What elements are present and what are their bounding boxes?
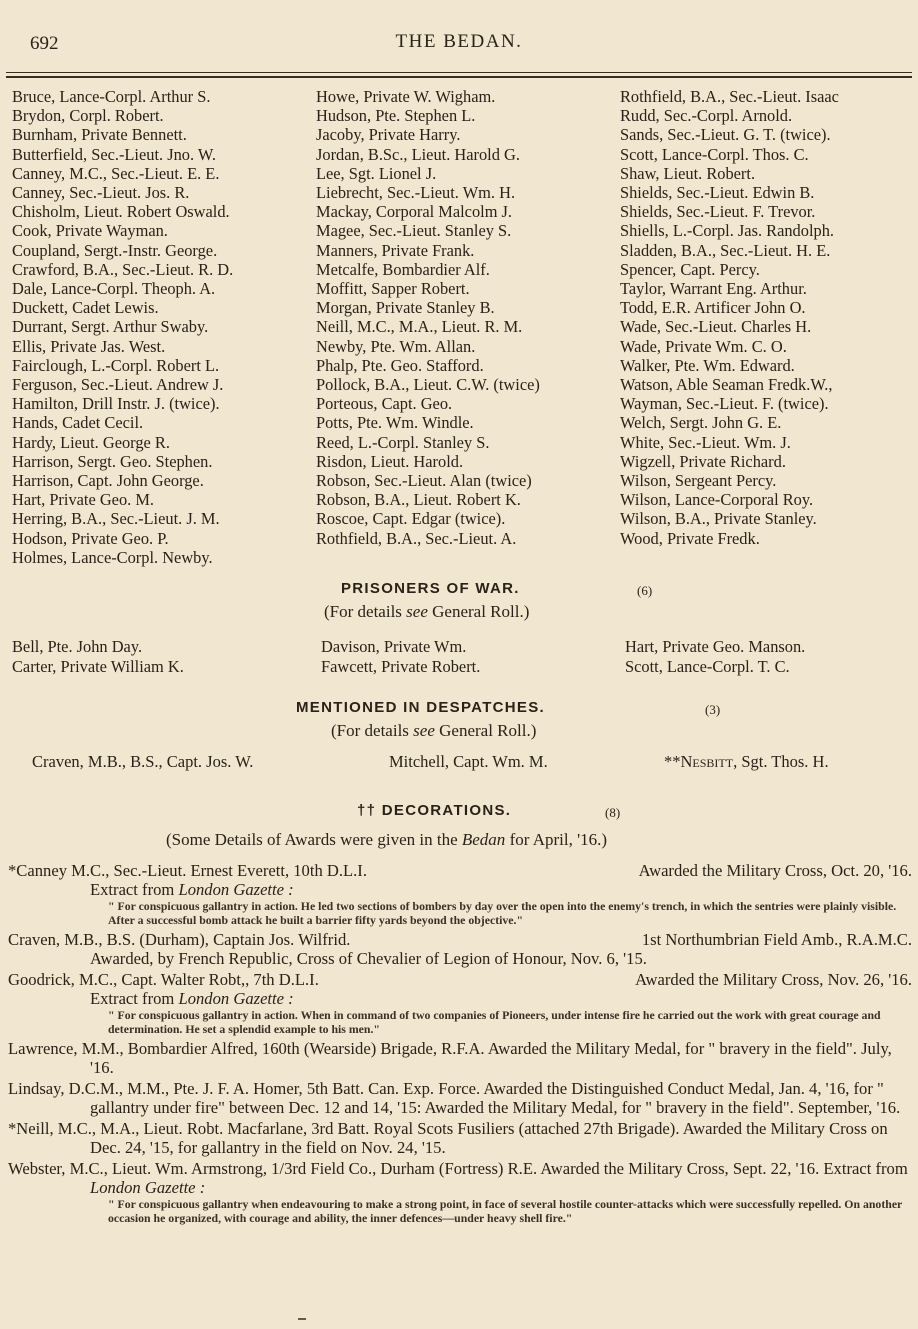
list-item: Bell, Pte. John Day. — [12, 637, 143, 656]
roll-column-2 — [316, 87, 614, 548]
gazette-quote: " For conspicuous gallantry when endeavouring to make a strong point, in face of several hostile counter-attacks which were successfully repelled. On another occasion he organized, with courage and ability, the inner defences—under heavy shell fire." — [108, 1197, 903, 1225]
gazette-quote: " For conspicuous gallantry in action. When in command of two companies of Pioneers, under intense fire he carried out the work with great courage and determination. He set a splendid example to his men." — [108, 1008, 881, 1036]
list-item: Watson, Able Seaman Fredk.W., — [620, 375, 833, 395]
list-item: Carter, Private William K. — [12, 657, 184, 676]
list-item: Morgan, Private Stanley B. — [316, 298, 495, 318]
list-item: Butterfield, Sec.-Lieut. Jno. W. — [12, 144, 216, 164]
list-item: Canney, Sec.-Lieut. Jos. R. — [12, 183, 190, 203]
list-item: Mitchell, Capt. Wm. M. — [389, 752, 548, 771]
list-item: Hart, Private Geo. Manson. — [625, 637, 806, 656]
gazette-quote: " For conspicuous gallantry in action. He led two sections of bombers by day over the open into the enemy's trench, in which the sentries were plainly visible. After a successful bomb attack he built a barrier fifty yards beyond the objective." — [108, 899, 897, 927]
list-item: Rothfield, B.A., Sec.-Lieut. Isaac — [620, 87, 839, 106]
despatches-note: (For details see General Roll.) — [331, 721, 537, 740]
list-item: Dale, Lance-Corpl. Theoph. A. — [12, 279, 216, 299]
list-item: Robson, B.A., Lieut. Robert K. — [316, 490, 521, 510]
prisoners-count: (6) — [637, 583, 653, 598]
prisoners-column-1 — [12, 637, 184, 677]
prisoners-note: (For details see General Roll.) — [324, 602, 530, 621]
decorations-count: (8) — [605, 805, 621, 820]
list-item: Harrison, Sergt. Geo. Stephen. — [12, 451, 213, 471]
list-item: Harrison, Capt. John George. — [12, 471, 204, 491]
list-item: Webster, M.C., Lieut. Wm. Armstrong, 1/3rd Field Co., Durham (Fortress) R.E. Awarded the Military Cross, Sept. 22, '16. Extract from London Gazette : " For conspicuous gallantry when endeavouring to make a strong point, in face of several hostile counter-attacks which were successfully repelled. On another occasion he organized, with courage and ability, the inner defences—under heavy shell fire." — [8, 1160, 912, 1225]
list-item: Wilson, Lance-Corporal Roy. — [620, 490, 814, 510]
list-item: Newby, Pte. Wm. Allan. — [316, 336, 476, 356]
list-item: Wade, Private Wm. C. O. — [620, 336, 787, 356]
list-item: Shields, Sec.-Lieut. F. Trevor. — [620, 202, 816, 222]
list-item: Moffitt, Sapper Robert. — [316, 279, 470, 299]
list-item: Ferguson, Sec.-Lieut. Andrew J. — [12, 375, 224, 395]
list-item: Metcalfe, Bombardier Alf. — [316, 259, 490, 279]
list-item: Davison, Private Wm. — [321, 637, 467, 656]
list-item: Wade, Sec.-Lieut. Charles H. — [620, 317, 812, 337]
list-item: Canney, M.C., Sec.-Lieut. E. E. — [12, 163, 220, 183]
list-item: Burnham, Private Bennett. — [12, 125, 187, 145]
list-item: Magee, Sec.-Lieut. Stanley S. — [316, 221, 512, 241]
list-item: Risdon, Lieut. Harold. — [316, 451, 464, 471]
roll-column-1 — [12, 87, 312, 567]
list-item: Scott, Lance-Corpl. T. C. — [625, 657, 790, 676]
list-item: Neill, M.C., M.A., Lieut. R. M. — [316, 317, 523, 337]
list-item: Porteous, Capt. Geo. — [316, 394, 453, 414]
running-head: THE BEDAN. — [395, 31, 523, 52]
list-item: **Nesbitt, Sgt. Thos. H. — [664, 752, 829, 771]
list-item: Rudd, Sec.-Corpl. Arnold. — [620, 106, 793, 126]
list-item: Robson, Sec.-Lieut. Alan (twice) — [316, 471, 532, 491]
list-item: Roscoe, Capt. Edgar (twice). — [316, 509, 506, 529]
list-item: Hart, Private Geo. M. — [12, 490, 155, 510]
list-item: Wayman, Sec.-Lieut. F. (twice). — [620, 394, 829, 414]
list-item: Jordan, B.Sc., Lieut. Harold G. — [316, 144, 520, 164]
prisoners-column-3 — [625, 637, 805, 677]
list-item: Lee, Sgt. Lionel J. — [316, 163, 437, 183]
despatches-count: (3) — [705, 702, 721, 717]
header-rule — [6, 72, 912, 73]
list-item: Wilson, Sergeant Percy. — [620, 471, 777, 491]
list-item: Hands, Cadet Cecil. — [12, 413, 144, 433]
list-item: Liebrecht, Sec.-Lieut. Wm. H. — [316, 183, 516, 203]
list-item: Fairclough, L.-Corpl. Robert L. — [12, 355, 220, 375]
list-item: *Canney M.C., Sec.-Lieut. Ernest Everett, 10th D.L.I. Awarded the Military Cross, Oct. 20, '16. Extract from London Gazette : " For conspicuous gallantry in action. He led two sections of bombers by day over the open into the enemy's trench, in which the sentries were plainly visible. After a successful bomb attack he built a barrier fifty yards beyond the objective." — [8, 861, 912, 927]
list-item: Shaw, Lieut. Robert. — [620, 163, 756, 183]
list-item: Reed, L.-Corpl. Stanley S. — [316, 432, 490, 452]
list-item: Wood, Private Fredk. — [620, 528, 760, 548]
despatches-heading: MENTIONED IN DESPATCHES. — [296, 699, 545, 716]
list-item: White, Sec.-Lieut. Wm. J. — [620, 432, 791, 452]
list-item: Sladden, B.A., Sec.-Lieut. H. E. — [620, 240, 831, 260]
list-item: Spencer, Capt. Percy. — [620, 259, 760, 279]
list-item: Goodrick, M.C., Capt. Walter Robt,, 7th D.L.I. Awarded the Military Cross, Nov. 26, '16. Extract from London Gazette : " For conspicuous gallantry in action. When in command of two companies of Pioneers, under intense fire he carried out the work with great courage and determination. He set a splendid example to his men." — [8, 970, 912, 1036]
list-item: Rothfield, B.A., Sec.-Lieut. A. — [316, 528, 517, 548]
list-item: Hudson, Pte. Stephen L. — [316, 106, 476, 126]
list-item: Manners, Private Frank. — [316, 240, 475, 260]
list-item: Hamilton, Drill Instr. J. (twice). — [12, 394, 220, 414]
list-item: Durrant, Sergt. Arthur Swaby. — [12, 317, 209, 337]
list-item: Sands, Sec.-Lieut. G. T. (twice). — [620, 125, 831, 145]
list-item: Wilson, B.A., Private Stanley. — [620, 509, 817, 529]
prisoners-heading: PRISONERS OF WAR. — [341, 580, 520, 597]
list-item: Welch, Sergt. John G. E. — [620, 413, 782, 433]
list-item: *Neill, M.C., M.A., Lieut. Robt. Macfarlane, 3rd Batt. Royal Scots Fusiliers (attached 27th Brigade). Awarded the Military Cross on Dec. 24, '15, for gallantry in the field on Nov. 24, '15. — [8, 1119, 888, 1157]
list-item: Crawford, B.A., Sec.-Lieut. R. D. — [12, 259, 234, 279]
list-item: Wigzell, Private Richard. — [620, 451, 786, 471]
list-item: Brydon, Corpl. Robert. — [12, 106, 164, 126]
list-item: Mackay, Corporal Malcolm J. — [316, 202, 513, 222]
prisoners-column-2 — [321, 637, 480, 677]
list-item: Shiells, L.-Corpl. Jas. Randolph. — [620, 221, 834, 241]
list-item: Walker, Pte. Wm. Edward. — [620, 355, 795, 375]
list-item: Bruce, Lance-Corpl. Arthur S. — [12, 87, 211, 106]
list-item: Cook, Private Wayman. — [12, 221, 168, 241]
list-item: Phalp, Pte. Geo. Stafford. — [316, 355, 484, 375]
list-item: Coupland, Sergt.-Instr. George. — [12, 240, 218, 260]
list-item: Hodson, Private Geo. P. — [12, 528, 169, 548]
list-item: Holmes, Lance-Corpl. Newby. — [12, 547, 213, 567]
list-item: Todd, E.R. Artificer John O. — [620, 298, 806, 318]
list-item: Fawcett, Private Robert. — [321, 657, 481, 676]
decorations-heading: †† DECORATIONS. — [357, 802, 512, 819]
list-item: Potts, Pte. Wm. Windle. — [316, 413, 474, 433]
roll-column-3 — [620, 87, 916, 548]
list-item: Craven, M.B., B.S., Capt. Jos. W. — [32, 752, 254, 771]
list-item: Craven, M.B., B.S. (Durham), Captain Jos. Wilfrid. 1st Northumbrian Field Amb., R.A.M.C. Awarded, by French Republic, Cross of Chevalier of Legion of Honour, Nov. 6, '15. — [8, 930, 912, 968]
list-item: Scott, Lance-Corpl. Thos. C. — [620, 144, 809, 164]
list-item: Shields, Sec.-Lieut. Edwin B. — [620, 183, 815, 203]
list-item: Duckett, Cadet Lewis. — [12, 298, 159, 318]
page-number: 692 — [30, 33, 59, 54]
list-item: Lindsay, D.C.M., M.M., Pte. J. F. A. Homer, 5th Batt. Can. Exp. Force. Awarded the Distinguished Conduct Medal, Jan. 4, '16, for " gallantry under fire" between Dec. 12 and 14, '15: Awarded the Military Medal, for " bravery in the field". September, '16. — [8, 1079, 901, 1117]
list-item: Pollock, B.A., Lieut. C.W. (twice) — [316, 375, 540, 395]
list-item: Ellis, Private Jas. West. — [12, 336, 166, 356]
list-item: Hardy, Lieut. George R. — [12, 432, 170, 452]
list-item: Herring, B.A., Sec.-Lieut. J. M. — [12, 509, 220, 529]
header-rule-thick — [6, 76, 912, 78]
decorations-note: (Some Details of Awards were given in the Bedan for April, '16.) — [166, 830, 608, 849]
list-item: Lawrence, M.M., Bombardier Alfred, 160th (Wearside) Brigade, R.F.A. Awarded the Military Medal, for " bravery in the field". July, '16. — [8, 1039, 892, 1077]
list-item: Howe, Private W. Wigham. — [316, 87, 496, 106]
page-mark — [298, 1318, 306, 1320]
decorations-list — [8, 862, 912, 1229]
list-item: Taylor, Warrant Eng. Arthur. — [620, 279, 807, 299]
list-item: Jacoby, Private Harry. — [316, 125, 461, 145]
list-item: Chisholm, Lieut. Robert Oswald. — [12, 202, 230, 222]
